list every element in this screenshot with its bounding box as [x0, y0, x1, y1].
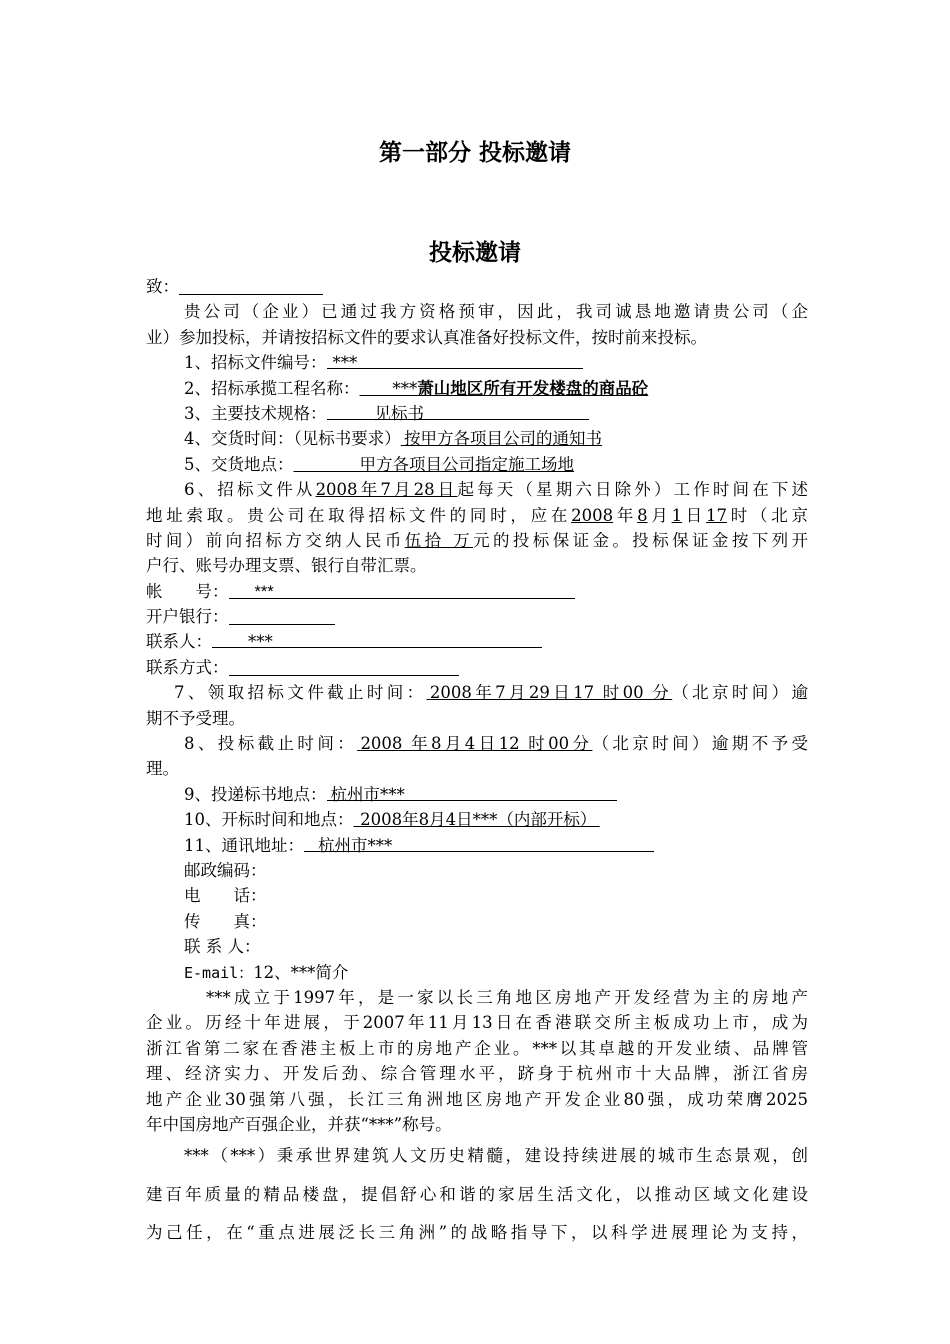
item-11: 11、通讯地址： 杭州市***: [146, 833, 808, 858]
intro-p1-line-2: 企业。历经十年进展，于2007年11月13日在香港联交所主板成功上市，成为: [146, 1013, 808, 1033]
item-11-value: 杭州市***: [318, 835, 393, 855]
bank-blank: [229, 606, 335, 625]
item-6-line-3: 时间）前向招标方交纳人民币伍拾 万元的投标保证金。投标保证金按下列开: [146, 530, 809, 550]
bank-line: 开户银行：: [146, 604, 808, 629]
item-9-value: 杭州市***: [330, 784, 405, 804]
item-1: 1、招标文件编号： ***: [146, 350, 808, 375]
account-value: ***: [254, 582, 274, 601]
postcode-line: 邮政编码：: [184, 860, 267, 880]
contact-line: 联系人： ***: [146, 629, 808, 654]
person-line: 联 系 人：: [184, 937, 261, 957]
item-6-date: 2008年7月28日: [315, 480, 458, 500]
intro-p1-line-5: 地产企业30强第八强，长江三角洲地区房地产开发企业80强，成功荣膺2025: [146, 1089, 808, 1109]
contact-method-blank: [229, 657, 459, 676]
letter-body: [146, 274, 808, 1253]
to-label: 致：: [146, 277, 179, 296]
item-7-line-1: 7、领取招标文件截止时间： 2008年7月29日17 时00 分（北京时间）逾: [174, 683, 809, 703]
deposit-amount: 伍拾 万: [404, 530, 474, 550]
fax-line: 传 真：: [184, 911, 267, 931]
phone-line: 电 话：: [184, 886, 267, 906]
account-line: 帐 号： ***: [146, 579, 808, 604]
intro-p2-line-2: 建百年质量的精品楼盘，提倡舒心和谐的家居生活文化，以推动区域文化建设: [146, 1184, 808, 1204]
intro-p1-line-3: 浙江省第二家在香港主板上市的房地产企业。***以其卓越的开发业绩、品牌管: [146, 1038, 808, 1058]
item-6-line-4: 户行、账号办理支票、银行自带汇票。: [146, 556, 427, 576]
contact-method-line: 联系方式：: [146, 655, 808, 680]
contact-value: ***: [248, 632, 273, 652]
item-7-value: 2008年7月29日17 时00 分: [429, 683, 673, 703]
item-3-value: 见标书: [374, 403, 424, 423]
item-4: 4、交货时间：（见标书要求） 按甲方各项目公司的通知书: [184, 429, 603, 449]
item-12-label: 12、***简介: [253, 962, 349, 982]
doc-title: 投标邀请: [429, 240, 521, 266]
intro-p1-line-4: 理、经济实力、开发后劲、综合管理水平，跻身于杭州市十大品牌，浙江省房: [146, 1064, 808, 1084]
to-blank: [179, 276, 323, 295]
item-5: 5、交货地点： 甲方各项目公司指定施工场地: [184, 454, 574, 474]
item-2: 2、招标承揽工程名称： ***萧山地区所有开发楼盘的商品砼: [184, 378, 649, 398]
intro-p2-line-3: 为己任，在“重点进展泛长三角洲”的战略指导下，以科学进展理论为支持，: [146, 1223, 808, 1243]
intro-line-2: 业）参加投标，并请按招标文件的要求认真准备好投标文件，按时前来投标。: [146, 327, 707, 347]
item-10-value: 2008年8月4日***（内部开标）: [360, 810, 597, 830]
email-label: E-mail：: [184, 963, 254, 982]
item-9: 9、投递标书地点： 杭州市***: [146, 782, 808, 807]
intro-line-1: 贵公司（企业）已通过我方资格预审，因此，我司诚恳地邀请贵公司（企: [184, 302, 808, 322]
intro-p1-line-1: ***成立于1997年，是一家以长三角地区房地产开发经营为主的房地产: [206, 987, 808, 1007]
item-2-value: 萧山地区所有开发楼盘的商品砼: [417, 378, 649, 398]
intro-p2-line-1: ***（***）秉承世界建筑人文历史精髓，建设持续进展的城市生态景观，创: [184, 1146, 808, 1166]
item-6-line-1: 6、招标文件从2008年7月28日起每天（星期六日除外）工作时间在下述: [184, 480, 809, 500]
item-5-value: 甲方各项目公司指定施工场地: [359, 454, 574, 474]
part-title: 第一部分 投标邀请: [378, 140, 571, 166]
item-10: 10、开标时间和地点： 2008年8月4日***（内部开标）: [184, 810, 597, 830]
item-8-line-2: 理。: [146, 759, 179, 779]
to-line: [146, 274, 808, 299]
item-6-line-2: 地址索取。贵公司在取得招标文件的同时，应在2008年8月1日17时（北京: [146, 505, 809, 525]
item-8-line-1: 8、投标截止时间： 2008 年8月4日12 时00分（北京时间）逾期不予受: [184, 734, 808, 754]
item-8-value: 2008 年8月4日12 时00分: [360, 734, 593, 754]
item-3: 3、主要技术规格： 见标书: [146, 401, 808, 426]
item-1-value: ***: [332, 353, 358, 373]
item-7-line-2: 期不予受理。: [146, 708, 245, 728]
item-4-value: 按甲方各项目公司的通知书: [404, 429, 603, 449]
intro-p1-line-6: 年中国房地产百强企业，并获“***”称号。: [146, 1114, 452, 1134]
email-line: [146, 960, 808, 985]
